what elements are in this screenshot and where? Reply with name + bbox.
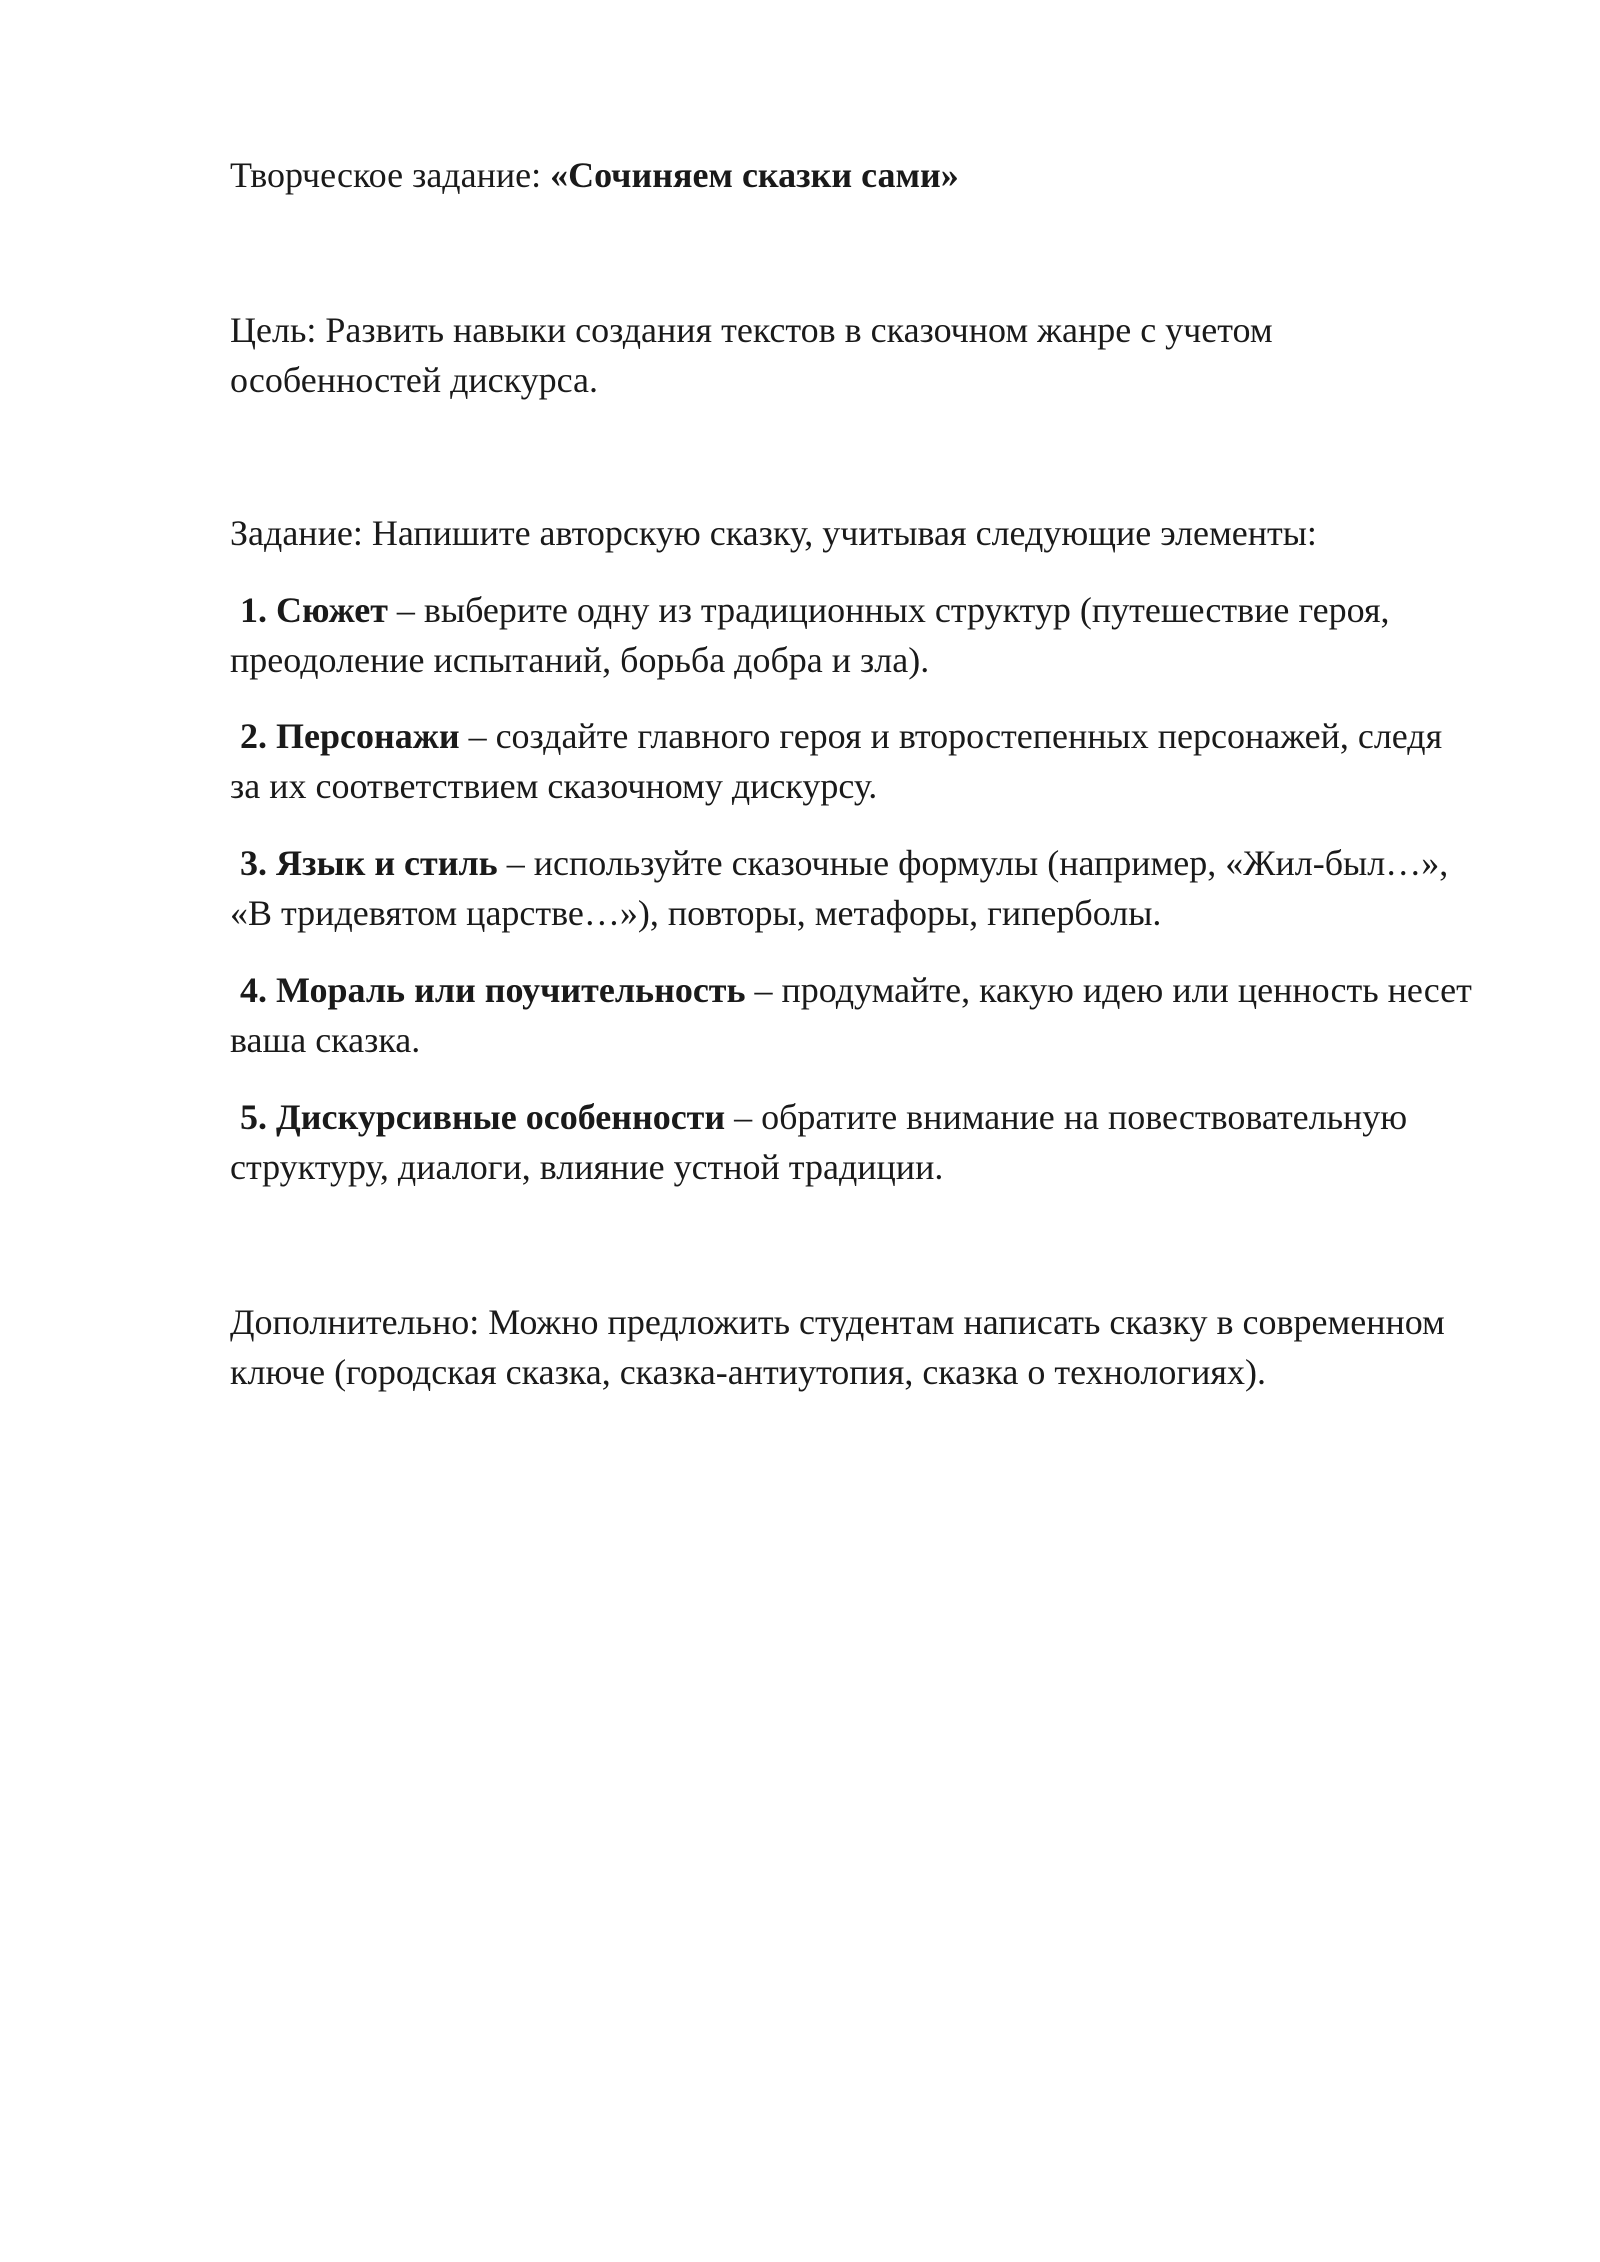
page-title	[230, 150, 1480, 200]
list-item-term: 3. Язык и стиль	[240, 843, 498, 883]
list-item-term: 4. Мораль или поучительность	[240, 970, 746, 1010]
list-item	[230, 585, 1480, 685]
list-item-term: 2. Персонажи	[240, 716, 460, 756]
list-item	[230, 838, 1480, 938]
extra-paragraph: Дополнительно: Можно предложить студентам написать сказку в современном ключе (городская сказка, сказка-антиутопия, сказка о технологиях).	[230, 1302, 1445, 1392]
list-item	[230, 711, 1480, 811]
list-item-text: – обратите внимание на повествовательную структуру, диалоги, влияние устной традиции.	[230, 1097, 1408, 1187]
title-name: «Сочиняем сказки сами»	[550, 155, 959, 195]
list-item-term: 1. Сюжет	[240, 590, 388, 630]
task-paragraph: Задание: Напишите авторскую сказку, учитывая следующие элементы:	[230, 513, 1317, 553]
title-prefix: Творческое задание:	[230, 155, 551, 195]
list-item-text: – используйте сказочные формулы (например, «Жил-был…», «В тридевятом царстве…»), повторы, метафоры, гиперболы.	[230, 843, 1449, 933]
goal-paragraph: Цель: Развить навыки создания текстов в сказочном жанре с учетом особенностей дискурса.	[230, 310, 1273, 400]
list-item	[230, 1092, 1480, 1192]
list-item	[230, 965, 1480, 1065]
list-item-term: 5. Дискурсивные особенности	[240, 1097, 726, 1137]
list-item-text: – выберите одну из традиционных структур (путешествие героя, преодоление испытаний, борьба добра и зла).	[230, 590, 1390, 680]
list-item-text: – продумайте, какую идею или ценность несет ваша сказка.	[230, 970, 1472, 1060]
list-item-text: – создайте главного героя и второстепенных персонажей, следя за их соответствием сказочному дискурсу.	[230, 716, 1443, 806]
